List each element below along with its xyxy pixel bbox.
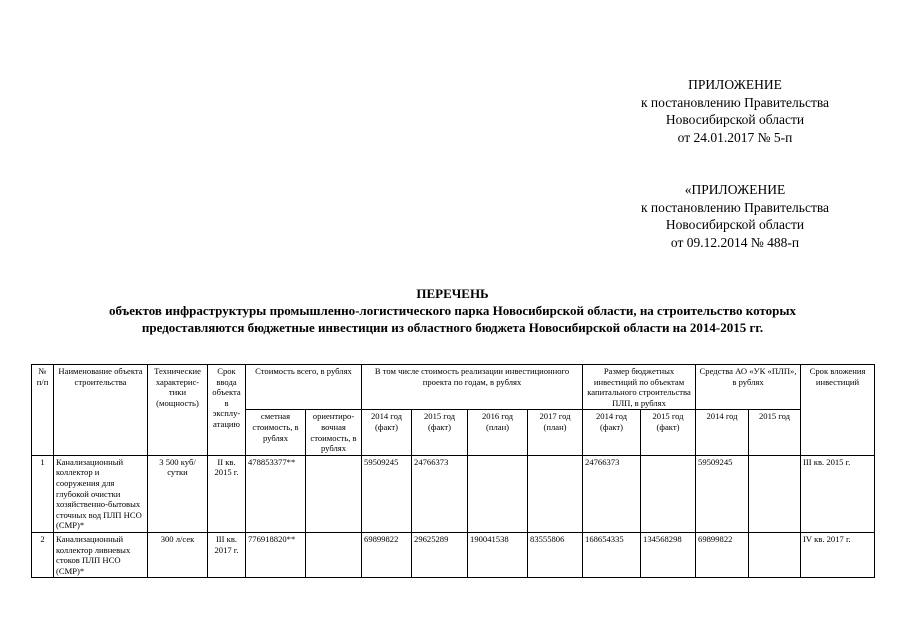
- cell-invest-2015: 24766373: [412, 455, 468, 532]
- cell-cost-approx: [306, 532, 362, 577]
- table-row: [32, 455, 875, 532]
- header-tech: Технические характерис-тики (мощность): [148, 365, 208, 456]
- header-cost: Стоимость всего, в рублях: [246, 365, 362, 410]
- cell-invest-2016: 190041538: [468, 532, 528, 577]
- appendix-resolution: к постановлению Правительства: [640, 94, 830, 110]
- appendix-title: «ПРИЛОЖЕНИЕ: [684, 182, 786, 197]
- header-invest: В том числе стоимость реализации инвестиционного проекта по годам, в рублях: [362, 365, 583, 410]
- cell-budget-2014: 24766373: [583, 455, 641, 532]
- cell-cost-est: 776918820**: [246, 532, 306, 577]
- document-title: [0, 285, 905, 336]
- header-cost-approx: ориентиро-вочная стоимость, в рублях: [306, 410, 362, 455]
- header-cost-est: сметная стоимость, в рублях: [246, 410, 306, 455]
- header-budget-2014: 2014 год (факт): [583, 410, 641, 455]
- investment-table: [31, 364, 875, 578]
- cell-num: 1: [32, 455, 54, 532]
- cell-num: 2: [32, 532, 54, 577]
- cell-term: III кв. 2017 г.: [208, 532, 246, 577]
- appendix-date-number: от 09.12.2014 № 488-п: [670, 234, 800, 250]
- cell-invest-2015: 29625289: [412, 532, 468, 577]
- appendix-header-original: [600, 181, 870, 251]
- header-term: Срок ввода объекта в эксплу-атацию: [208, 365, 246, 456]
- appendix-region: Новосибирской области: [665, 217, 805, 232]
- cell-invest-2016: [468, 455, 528, 532]
- header-invest-2017: 2017 год (план): [528, 410, 583, 455]
- header-uk-2015: 2015 год: [749, 410, 801, 455]
- header-name: Наименование объекта строительства: [54, 365, 148, 456]
- cell-term: II кв. 2015 г.: [208, 455, 246, 532]
- header-num: № п/п: [32, 365, 54, 456]
- cell-tech: 300 л/сек: [148, 532, 208, 577]
- cell-invest-2017: [528, 455, 583, 532]
- cell-cost-approx: [306, 455, 362, 532]
- header-uk-2014: 2014 год: [696, 410, 749, 455]
- appendix-date-number: от 24.01.2017 № 5-п: [677, 129, 793, 145]
- cell-name: Канализационный коллектор ливневых стоков ПЛП НСО (СМР)*: [54, 532, 148, 577]
- appendix-header-current: [600, 76, 870, 146]
- cell-uk-2015: [749, 455, 801, 532]
- header-invest-2015: 2015 год (факт): [412, 410, 468, 455]
- header-deadline: Срок вложения инвестиций: [801, 365, 875, 456]
- title-subtitle-line2: предоставляются бюджетные инвестиции из областного бюджета Новосибирской области на 2014-2015 гг.: [141, 320, 764, 335]
- cell-budget-2015: [641, 455, 696, 532]
- table-header-row: [32, 365, 875, 410]
- header-invest-2014: 2014 год (факт): [362, 410, 412, 455]
- cell-invest-2014: 69899822: [362, 532, 412, 577]
- appendix-resolution: к постановлению Правительства: [640, 199, 830, 215]
- cell-budget-2014: 168654335: [583, 532, 641, 577]
- title-heading: ПЕРЕЧЕНЬ: [416, 286, 489, 301]
- cell-invest-2014: 59509245: [362, 455, 412, 532]
- cell-uk-2014: 69899822: [696, 532, 749, 577]
- cell-budget-2015: 134568298: [641, 532, 696, 577]
- header-uk: Средства АО «УК «ПЛП», в рублях: [696, 365, 801, 410]
- header-budget: Размер бюджетных инвестиций по объектам капитального строительства ПЛП, в рублях: [583, 365, 696, 410]
- cell-uk-2014: 59509245: [696, 455, 749, 532]
- cell-cost-est: 478853377**: [246, 455, 306, 532]
- cell-deadline: III кв. 2015 г.: [801, 455, 875, 532]
- cell-invest-2017: 83555806: [528, 532, 583, 577]
- appendix-title: ПРИЛОЖЕНИЕ: [688, 77, 782, 92]
- appendix-region: Новосибирской области: [665, 112, 805, 127]
- cell-name: Канализационный коллектор и сооружения для глубокой очистки хозяйственно-бытовых сточных вод ПЛП НСО (СМР)*: [54, 455, 148, 532]
- table-row: [32, 532, 875, 577]
- cell-uk-2015: [749, 532, 801, 577]
- header-budget-2015: 2015 год (факт): [641, 410, 696, 455]
- title-subtitle-line1: объектов инфраструктуры промышленно-логистического парка Новосибирской области, на строительство которых: [108, 303, 796, 318]
- cell-tech: 3 500 куб/ сутки: [148, 455, 208, 532]
- cell-deadline: IV кв. 2017 г.: [801, 532, 875, 577]
- header-invest-2016: 2016 год (план): [468, 410, 528, 455]
